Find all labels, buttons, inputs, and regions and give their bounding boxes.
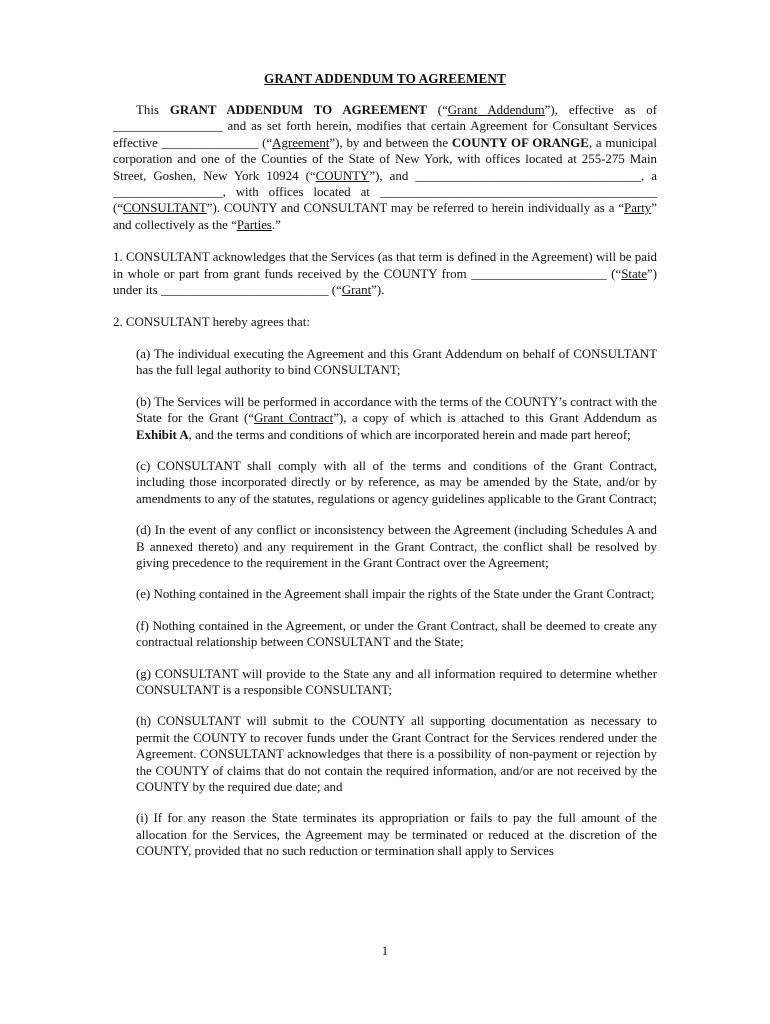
section-1-text-2: ”) under its __________________________ (“ [113,266,657,298]
clause-g: (g) CONSULTANT will provide to the State any and all information required to determine whether CONSULTANT is a responsible CONSULTANT; [136,666,657,697]
intro-underline-3: COUNTY [315,168,370,183]
intro-text-4: ”), by and between the [329,135,452,150]
clause-b-text-3: , and the terms and conditions of which are incorporated herein and made part hereof; [188,427,631,442]
page-number: 1 [381,944,389,958]
intro-underline-4: CONSULTANT [123,201,207,216]
intro-underline-5: Party [624,201,652,216]
clause-d: (d) In the event of any conflict or inconsistency between the Agreement (including Schedules A and B annexed thereto) and any requirement in the Grant Contract, the conflict shall be resolved by giving precedence to the requirement in the Grant Contract over the Agreement; [136,523,657,570]
intro-text-5: , a municipal corporation and one of the Counties of the State of New York, with offices located at 255-275 Main Street, Goshen, New York 10924 (“ [113,135,657,183]
clause-b-text-2: ”), a copy of which is attached to this Grant Addendum as [333,411,658,426]
intro-bold-2: COUNTY OF ORANGE [451,135,589,150]
clause-f: (f) Nothing contained in the Agreement, or under the Grant Contract, shall be deemed to create any contractual relationship between CONSULTANT and the State; [136,618,657,650]
section-1-underline-1: State [621,266,647,281]
clause-b-bold-1: Exhibit A [136,427,189,442]
clause-c: (c) CONSULTANT shall comply with all of the terms and conditions of the Grant Contract, including those incorporated directly or by reference, as may be amended by the State, and/or by amendments to any of the statutes, regulations or agency guidelines applicable to the Grant Contract; [136,458,657,506]
clause-b [136,394,657,443]
intro-paragraph [113,102,657,233]
intro-text-9: .” [271,217,281,232]
clause-b-underline-1: Grant Contract [253,411,334,426]
intro-text-8: ” and collectively as the “ [113,201,657,232]
document-body [113,102,657,860]
section-1 [113,249,657,298]
clause-i: (i) If for any reason the State terminates its appropriation or fails to pay the full amount of the allocation for the Services, the Agreement may be terminated or reduced at the discretion of the COUNTY, provided that no such reduction or termination shall apply to Services [136,811,657,859]
section-1-text-1: 1. CONSULTANT acknowledges that the Services (as that term is defined in the Agreement) will be paid in whole or part from grant funds received by the COUNTY from _____________________ (“ [113,250,657,281]
intro-underline-6: Parties [236,217,272,232]
clause-b-text-1: (b) The Services will be performed in accordance with the terms of the COUNTY’s contract with the State for the Grant (“ [136,394,657,426]
clause-a: (a) The individual executing the Agreement and this Grant Addendum on behalf of CONSULTANT has the full legal authority to bind CONSULTANT; [136,346,657,378]
intro-underline-2: Agreement [272,135,330,150]
section-1-underline-2: Grant [341,283,372,298]
section-1-text-3: ”). [371,283,385,298]
intro-text-3: ”), effective as of _________________ and as set forth herein, modifies that certain Agreement for Consultant Services effective _______________ (“ [113,103,658,150]
intro-bold-1: GRANT ADDENDUM TO AGREEMENT [169,103,427,117]
intro-text-7: ”). COUNTY and CONSULTANT may be referred to herein individually as a “ [206,201,625,216]
intro-text-6: ”), and ___________________________________, a _________________, with offices located at ___________________________________________ (“ [113,168,657,216]
intro-text-2: (“ [426,103,448,117]
section-2: 2. CONSULTANT hereby agrees that: [113,315,310,330]
clause-e: (e) Nothing contained in the Agreement shall impair the rights of the State under the Grant Contract; [136,587,655,602]
intro-underline-1: Grant Addendum [447,103,545,117]
document-title: GRANT ADDENDUM TO AGREEMENT [264,71,506,86]
clause-h: (h) CONSULTANT will submit to the COUNTY all supporting documentation as necessary to permit the COUNTY to recover funds under the Grant Contract for the Services rendered under the Agreement. CONSULTANT acknowledges that there is a possibility of non-payment or rejection by the COUNTY of claims that do not contain the required information, and/or are not received by the COUNTY by the required due date; and [136,714,657,794]
intro-text-1: This [136,103,170,117]
